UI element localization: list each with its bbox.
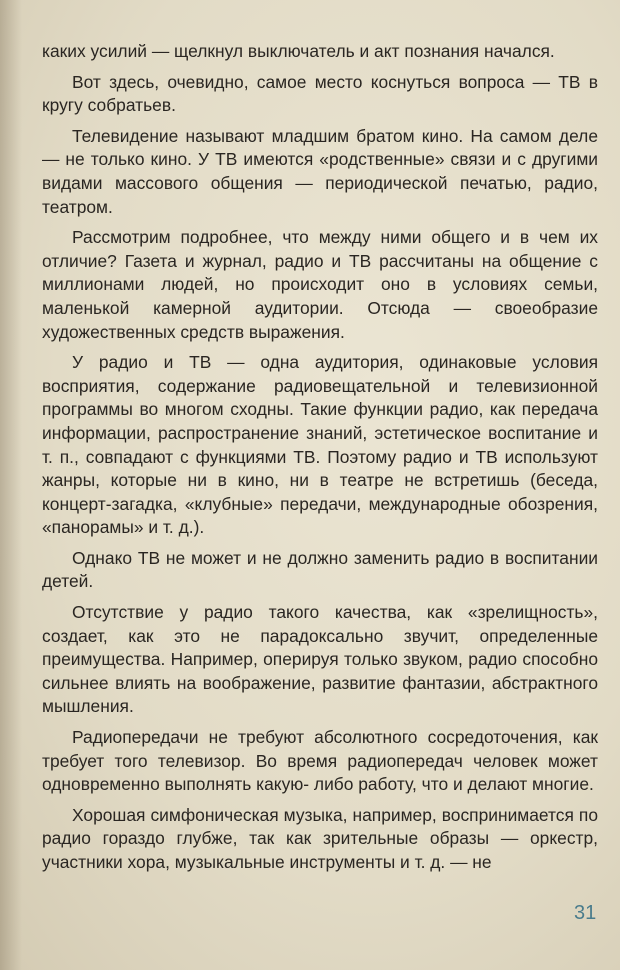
- paragraph: Вот здесь, очевидно, самое место коснуться вопроса — ТВ в кругу собратьев.: [42, 71, 598, 116]
- paragraph: Телевидение называют младшим братом кино. На самом деле — не только кино. У ТВ имеются «родственные» связи и с другими видами массового общения — периодической печатью, радио, театром.: [42, 125, 598, 217]
- page-number: 31: [574, 902, 597, 924]
- paragraph: Отсутствие у радио такого качества, как «зрелищность», создает, как это не парадоксально звучит, определенные преимущества. Например, оперируя только звуком, радио способно сильнее влиять на воображение, развитие фантазии, абстрактного мышления.: [42, 602, 598, 717]
- paragraph: Хорошая симфоническая музыка, например, воспринимается по радио гораздо глубже, так как зрительные образы — оркестр, участники хора, музыкальные инструменты и т. д. — не: [42, 804, 598, 872]
- paragraph: Однако ТВ не может и не должно заменить радио в воспитании детей.: [42, 547, 598, 592]
- spine-shadow: [0, 0, 22, 970]
- paragraph: Рассмотрим подробнее, что между ними общего и в чем их отличие? Газета и журнал, радио и ТВ рассчитаны на общение с миллионами людей, но происходит оно в условиях семьи, маленькой камерной аудитории. Отсюда — своеобразие художественных средств выражения.: [42, 227, 598, 342]
- page-text: [42, 40, 598, 882]
- paragraph: каких усилий — щелкнул выключатель и акт познания начался.: [42, 41, 555, 61]
- paragraph: У радио и ТВ — одна аудитория, одинаковые условия восприятия, содержание радиовещательной и телевизионной программы во многом сходны. Такие функции радио, как передача информации, распространение знаний, эстетическое воспитание и т. п., совпадают с функциями ТВ. Поэтому радио и ТВ используют жанры, которые ни в кино, ни в театре не встретишь (беседа, концерт-загадка, «клубные» передачи, международные обозрения, «панорамы» и т. д.).: [42, 352, 598, 538]
- paragraph: Радиопередачи не требуют абсолютного сосредоточения, как требует того телевизор. Во время радиопередач человек может одновременно выполнять какую- либо работу, что и делают многие.: [42, 727, 598, 795]
